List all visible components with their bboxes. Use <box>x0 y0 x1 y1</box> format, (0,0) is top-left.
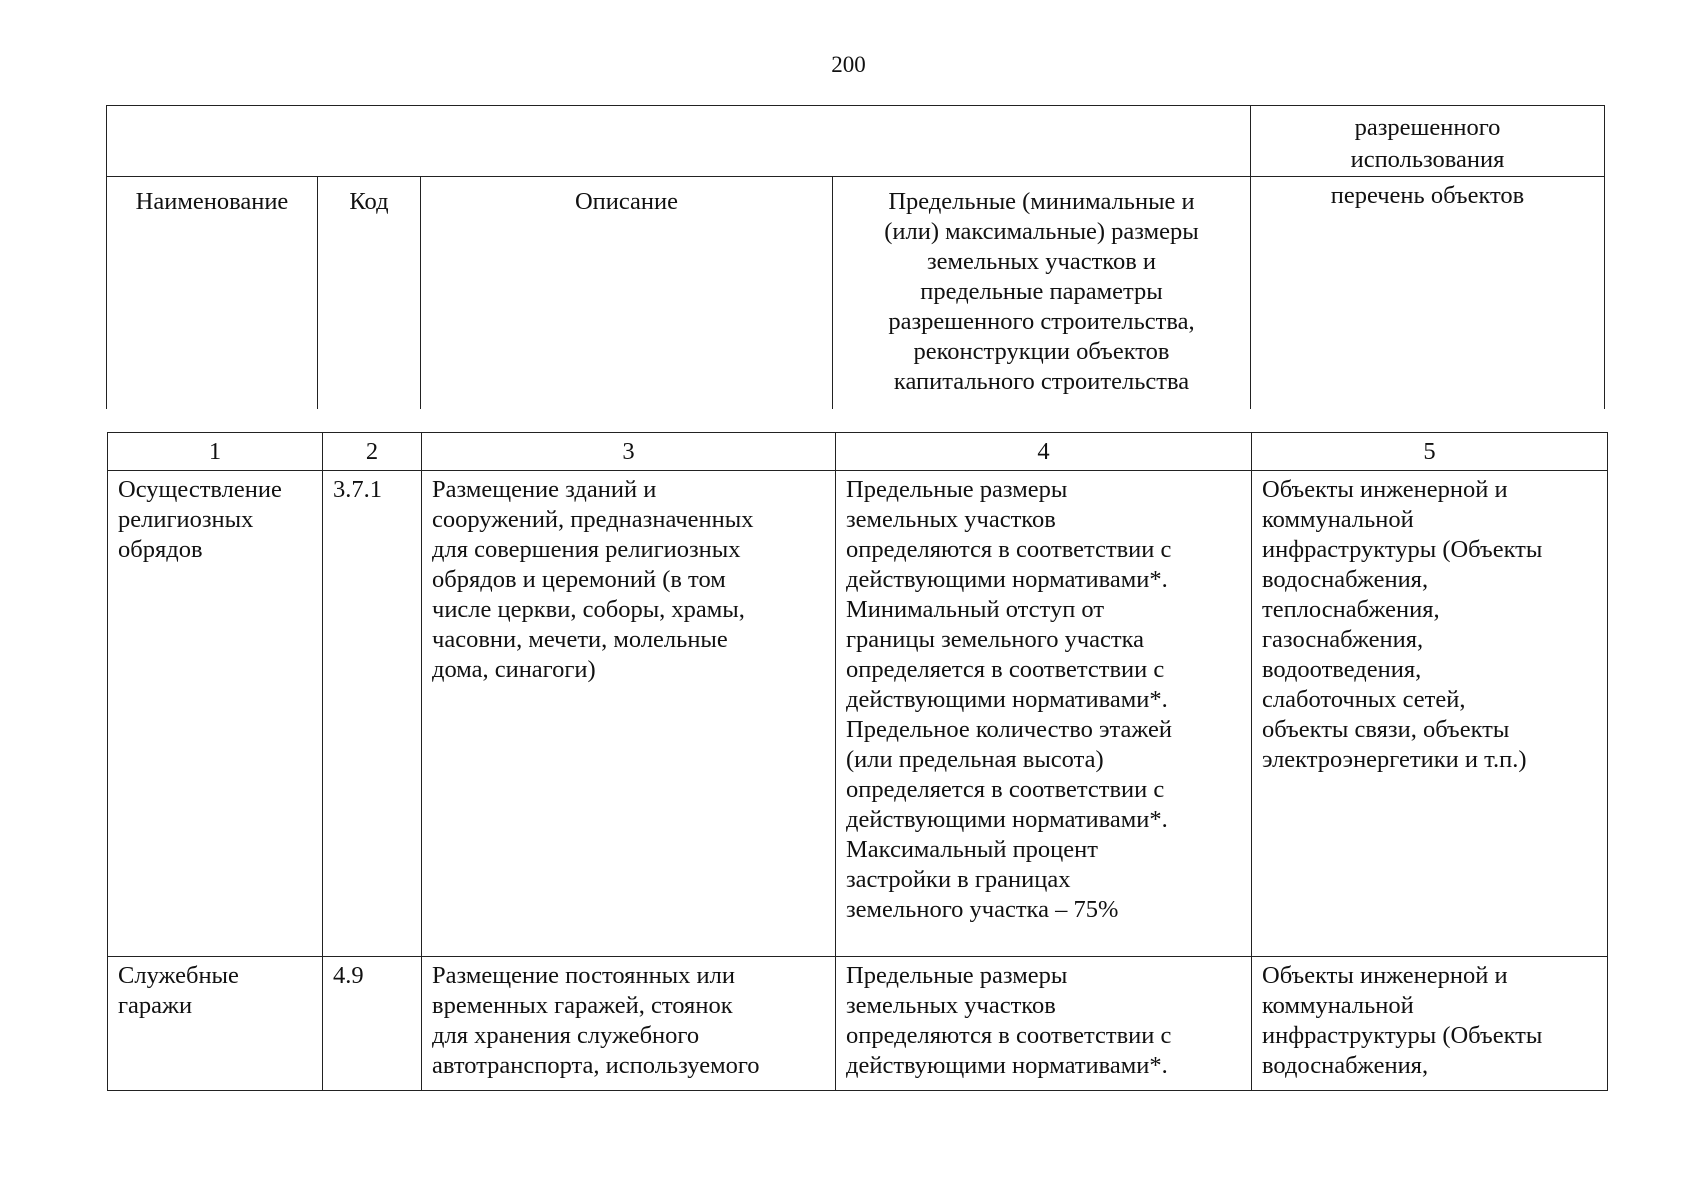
header-col-parameters: Предельные (минимальные и (или) максимальные) размеры земельных участков и предельные параметры разрешенного строительства, реконструкции объектов капитального строительства <box>833 177 1251 409</box>
column-number-3: 3 <box>422 433 836 471</box>
row-name-cell: Осуществление религиозных обрядов <box>108 471 323 957</box>
header-top-row <box>107 106 1605 177</box>
header-col-code: Код <box>318 177 421 409</box>
header-col-name: Наименование <box>107 177 318 409</box>
column-number-row <box>108 433 1608 471</box>
header-top-empty-cell <box>107 106 1251 177</box>
row-objects-cell: Объекты инженерной и коммунальной инфраструктуры (Объекты водоснабжения, теплоснабжения, газоснабжения, водоотведения, слаботочных сетей, объекты связи, объекты электроэнергетики и т.п.) <box>1252 471 1608 957</box>
table-row <box>108 471 1608 957</box>
column-number-2: 2 <box>323 433 422 471</box>
header-main-row <box>107 177 1605 409</box>
header-table <box>106 105 1605 409</box>
row-description-cell: Размещение постоянных или временных гаражей, стоянок для хранения служебного автотранспорта, используемого <box>422 957 836 1091</box>
row-objects-cell: Объекты инженерной и коммунальной инфраструктуры (Объекты водоснабжения, <box>1252 957 1608 1091</box>
column-number-1: 1 <box>108 433 323 471</box>
column-number-5: 5 <box>1252 433 1608 471</box>
row-name-cell: Служебные гаражи <box>108 957 323 1091</box>
header-continuation-cell: разрешенного использования <box>1251 106 1605 177</box>
row-code-cell: 4.9 <box>323 957 422 1091</box>
page-number: 200 <box>831 52 866 77</box>
row-description-cell: Размещение зданий и сооружений, предназначенных для совершения религиозных обрядов и церемоний (в том числе церкви, соборы, храмы, часовни, мечети, молельные дома, синагоги) <box>422 471 836 957</box>
header-col-objects: перечень объектов <box>1251 177 1605 409</box>
column-number-4: 4 <box>836 433 1252 471</box>
row-parameters-cell: Предельные размеры земельных участков определяются в соответствии с действующими нормативами*. Минимальный отступ от границы земельного участка определяется в соответствии с действующими нормативами*. Предельное количество этажей (или предельная высота) определяется в соответствии с действующими нормативами*. Максимальный процент застройки в границах земельного участка – 75% <box>836 471 1252 957</box>
table-row <box>108 957 1608 1091</box>
row-parameters-cell: Предельные размеры земельных участков определяются в соответствии с действующими нормативами*. <box>836 957 1252 1091</box>
data-table <box>107 432 1608 1091</box>
header-col-description: Описание <box>421 177 833 409</box>
row-code-cell: 3.7.1 <box>323 471 422 957</box>
